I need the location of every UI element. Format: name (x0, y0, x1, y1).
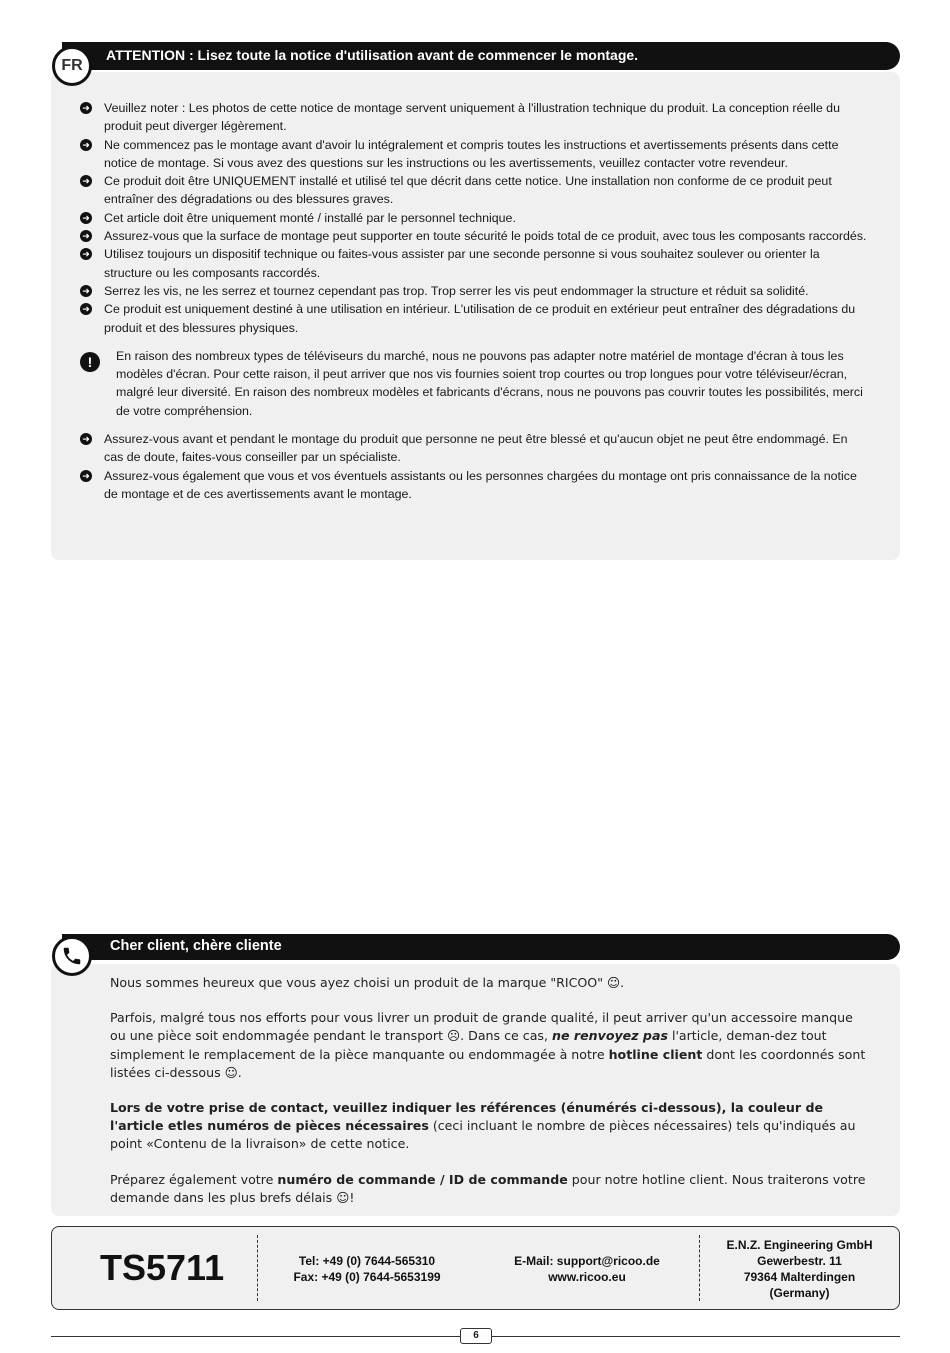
arrow-bullet-icon: ➜ (80, 303, 92, 315)
phone-column (272, 1253, 462, 1285)
client-p4-c: pour notre hotline client. Nous traiterons votre demande dans les plus brefs délais ☺! (110, 1171, 866, 1205)
client-text (110, 974, 870, 1224)
client-p4-a: Préparez également votre (110, 1171, 278, 1187)
tel-number: Tel: +49 (0) 7644-565310 (298, 1254, 436, 1268)
client-p4-b: numéro de commande / ID de commande (277, 1171, 568, 1187)
arrow-bullet-icon: ➜ (80, 102, 92, 114)
client-p2-a: Parfois, malgré tous nos efforts pour vous livrer un produit de grande qualité, il peut arriver qu'un accessoire manque ou une pièce soit endommagée pendant le transport ☹. Dans ce cas, (110, 1010, 853, 1044)
street: Gewerbestr. 11 (757, 1254, 842, 1268)
warning-item (80, 467, 870, 504)
phone-badge (52, 936, 92, 976)
warning-item-text: Assurez-vous également que vous et vos éventuels assistants ou les personnes chargées du montage ont pris connaissance de la notice de montage et de ces avertissements avant le montage. (104, 468, 857, 501)
arrow-bullet-icon: ➜ (80, 230, 92, 242)
warning-list (80, 99, 870, 503)
phone-icon (61, 945, 83, 967)
client-p2-b: ne renvoyez pas (552, 1028, 668, 1044)
warning-item-text: Utilisez toujours un dispositif technique ou faites-vous assister par une seconde personne si vous souhaitez soulever ou orienter la structure ou les composants raccordés. (104, 247, 820, 280)
warning-item (80, 245, 870, 282)
divider (257, 1235, 258, 1301)
warning-item-text: Serrez les vis, ne les serrez et tournez cependant pas trop. Trop serrer les vis peut endommager la structure et réduit sa solidité. (104, 283, 809, 298)
warning-item (80, 209, 870, 227)
warning-title: ATTENTION : Lisez toute la notice d'utilisation avant de commencer le montage. (106, 47, 639, 63)
warning-item (80, 300, 870, 337)
warning-item-text: Ce produit est uniquement destiné à une utilisation en intérieur. L'utilisation de ce produit en extérieur peut entraîner des dégradations du produit et des blessures physiques. (104, 302, 856, 335)
arrow-bullet-icon: ➜ (80, 175, 92, 187)
client-paragraph-2 (110, 1009, 870, 1082)
city: 79364 Malterdingen (743, 1270, 856, 1284)
arrow-bullet-icon: ➜ (80, 248, 92, 260)
warning-item (80, 282, 870, 300)
notice-text: En raison des nombreux types de téléviseurs du marché, nous ne pouvons pas adapter notre matériel de montage d'écran à tous les modèles d'écran. Pour cette raison, il peut arriver que nos vis fournies soient trop courtes ou trop longues pour votre téléviseur/écran, malgré leur diversité. En raison des nombreux modèles et fabricants d'écrans, nous ne pouvons pas couvrir toutes les possibilités, merci de votre compréhension. (116, 348, 863, 418)
warning-item-text: Cet article doit être uniquement monté / installé par le personnel technique. (104, 210, 516, 225)
warning-item (80, 227, 870, 245)
page-number: 6 (460, 1328, 492, 1344)
client-p3-bold: Lors de votre prise de contact, veuillez indiquer les références (énumérés ci-dessous), la couleur de l'article etles numéros de pièces nécessaires (110, 1100, 824, 1134)
address-column (707, 1237, 892, 1301)
country: (Germany) (769, 1286, 830, 1300)
client-title: Cher client, chère cliente (110, 938, 282, 954)
warning-item (80, 172, 870, 209)
client-paragraph-4 (110, 1171, 870, 1207)
client-paragraph-3 (110, 1099, 870, 1154)
warning-item-text: Ce produit doit être UNIQUEMENT installé et utilisé tel que décrit dans cette notice. Une installation non conforme de ce produit peut entraîner des dégradations ou des blessures graves. (104, 174, 832, 207)
warning-item (80, 99, 870, 136)
client-paragraph-1: Nous sommes heureux que vous ayez choisi un produit de la marque "RICOO" ☺. (110, 975, 625, 990)
client-p2-e: dont les coordonnés sont listées ci-dessous ☺. (110, 1046, 866, 1080)
divider (699, 1235, 700, 1301)
warning-item-text: Ne commencez pas le montage avant d'avoir lu intégralement et compris toutes les instructions et avertissements présents dans cette notice de montage. Si vous avez des questions sur les instructions ou les avertissements, veuillez contacter votre revendeur. (104, 137, 839, 170)
language-badge: FR (52, 46, 92, 86)
arrow-bullet-icon: ➜ (80, 139, 92, 151)
company-name: E.N.Z. Engineering GmbH (726, 1238, 873, 1252)
exclamation-icon: ! (80, 352, 100, 372)
contact-box (51, 1226, 900, 1310)
email-address[interactable]: E-Mail: support@ricoo.de (514, 1254, 660, 1268)
warning-item (80, 136, 870, 173)
client-header (62, 934, 900, 960)
warning-item-text: Veuillez noter : Les photos de cette notice de montage servent uniquement à l'illustration technique du produit. La conception réelle du produit peut diverger légèrement. (104, 101, 840, 134)
client-p2-c: l'article, deman-dez tout simplement le remplacement de la pièce manquante ou endommagée à notre (110, 1028, 827, 1062)
warning-item-text: Assurez-vous que la surface de montage peut supporter en toute sécurité le poids total de ce produit, avec tous les composants raccordés. (104, 229, 867, 244)
warning-item (80, 430, 870, 467)
warning-item-text: Assurez-vous avant et pendant le montage du produit que personne ne peut être blessé et qu'aucun objet ne peut être endommagé. En cas de doute, faites-vous conseiller par un spécialiste. (104, 432, 848, 465)
arrow-bullet-icon: ➜ (80, 212, 92, 224)
email-column (492, 1253, 682, 1285)
client-p3-rest: (ceci incluant le nombre de pièces nécessaires) tels qu'indiqués au point «Contenu de la livraison» de cette notice. (110, 1118, 856, 1152)
arrow-bullet-icon: ➜ (80, 470, 92, 482)
arrow-bullet-icon: ➜ (80, 433, 92, 445)
model-number: TS5711 (100, 1247, 225, 1288)
notice-block (80, 347, 870, 420)
warning-header (62, 42, 900, 70)
client-p2-d: hotline client (608, 1046, 703, 1062)
fax-number: Fax: +49 (0) 7644-5653199 (293, 1270, 441, 1284)
arrow-bullet-icon: ➜ (80, 285, 92, 297)
website[interactable]: www.ricoo.eu (548, 1270, 626, 1284)
